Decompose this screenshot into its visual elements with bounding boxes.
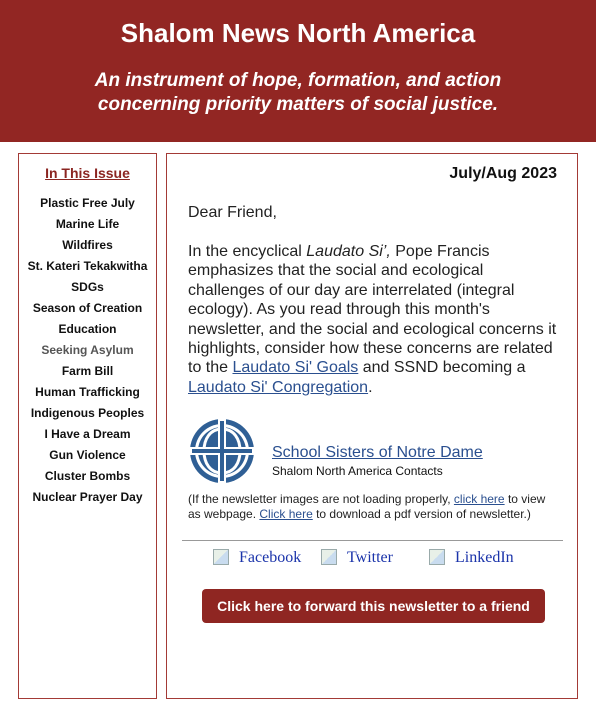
newsletter-title: Shalom News North America: [120, 18, 476, 48]
intro-text-2: Pope Francis emphasizes that the social and ecological challenges of our day are interrelated (integral ecology). As you read through this month's newsletter, and the social and ecological concerns it highlights, consider how these concerns are related to the: [188, 243, 557, 377]
toc-item-seeking-asylum[interactable]: Seeking Asylum: [41, 343, 134, 357]
toc-item-wildfires[interactable]: Wildfires: [62, 238, 113, 252]
broken-image-icon: [429, 549, 445, 565]
main-content: [166, 153, 578, 699]
note-text-1: (If the newsletter images are not loading properly,: [188, 492, 454, 506]
issue-date: July/Aug 2023: [449, 165, 557, 182]
tagline-line-2: concerning priority matters of social justice.: [97, 94, 499, 115]
forward-to-friend-button[interactable]: Click here to forward this newsletter to a friend: [202, 589, 545, 623]
download-pdf-link[interactable]: Click here: [259, 506, 313, 521]
org-subtitle: Shalom North America Contacts: [272, 464, 443, 478]
laudato-si-congregation-link[interactable]: Laudato Si' Congregation: [188, 378, 369, 396]
toc-item-marine-life[interactable]: Marine Life: [55, 217, 120, 231]
toc-item-farm-bill[interactable]: Farm Bill: [61, 364, 114, 378]
note-text-2: to view as webpage.: [188, 492, 546, 521]
toc-item-gun-violence[interactable]: Gun Violence: [49, 448, 126, 462]
view-webpage-link[interactable]: click here: [453, 492, 505, 506]
broken-image-icon: [321, 549, 337, 565]
image-loading-note: [188, 492, 558, 521]
intro-text-4: .: [368, 378, 373, 396]
toc-list: [19, 193, 156, 508]
toc-item-cluster-bombs[interactable]: Cluster Bombs: [44, 469, 131, 483]
newsletter-header: [0, 0, 596, 142]
twitter-label: Twitter: [347, 549, 393, 566]
table-of-contents: [18, 153, 157, 699]
encyclical-title: Laudato Si’,: [306, 243, 391, 260]
toc-item-plastic-free-july[interactable]: Plastic Free July: [40, 196, 135, 210]
greeting: Dear Friend,: [188, 204, 277, 221]
intro-text-3: and SSND becoming a: [358, 359, 526, 377]
newsletter-tagline: [20, 69, 576, 117]
intro-text-1: In the encyclical: [188, 243, 307, 260]
ssnd-logo[interactable]: [188, 417, 256, 485]
laudato-si-goals-link[interactable]: Laudato Si' Goals: [232, 359, 359, 377]
ssnd-link[interactable]: School Sisters of Notre Dame: [272, 444, 483, 461]
toc-item-nuclear-prayer-day[interactable]: Nuclear Prayer Day: [32, 490, 143, 504]
toc-item-sdgs[interactable]: SDGs: [71, 280, 104, 294]
linkedin-link[interactable]: [429, 549, 514, 567]
note-text-3: to download a pdf version of newsletter.): [312, 506, 531, 521]
intro-paragraph: [188, 242, 563, 397]
broken-image-icon: [213, 549, 229, 565]
toc-item-i-have-a-dream[interactable]: I Have a Dream: [44, 427, 131, 441]
tagline-line-1: An instrument of hope, formation, and action: [94, 70, 502, 91]
toc-item-season-of-creation[interactable]: Season of Creation: [32, 301, 143, 315]
divider: [182, 540, 563, 541]
facebook-link[interactable]: [213, 549, 301, 567]
linkedin-label: LinkedIn: [455, 549, 514, 566]
in-this-issue-heading[interactable]: In This Issue: [45, 165, 130, 181]
toc-item-indigenous-peoples[interactable]: Indigenous Peoples: [30, 406, 145, 420]
social-links: [167, 549, 577, 571]
toc-item-human-trafficking[interactable]: Human Trafficking: [35, 385, 140, 399]
toc-item-education[interactable]: Education: [58, 322, 117, 336]
org-info: [272, 444, 483, 478]
twitter-link[interactable]: [321, 549, 393, 567]
facebook-label: Facebook: [239, 549, 302, 566]
toc-item-st-kateri[interactable]: St. Kateri Tekakwitha: [27, 259, 148, 273]
